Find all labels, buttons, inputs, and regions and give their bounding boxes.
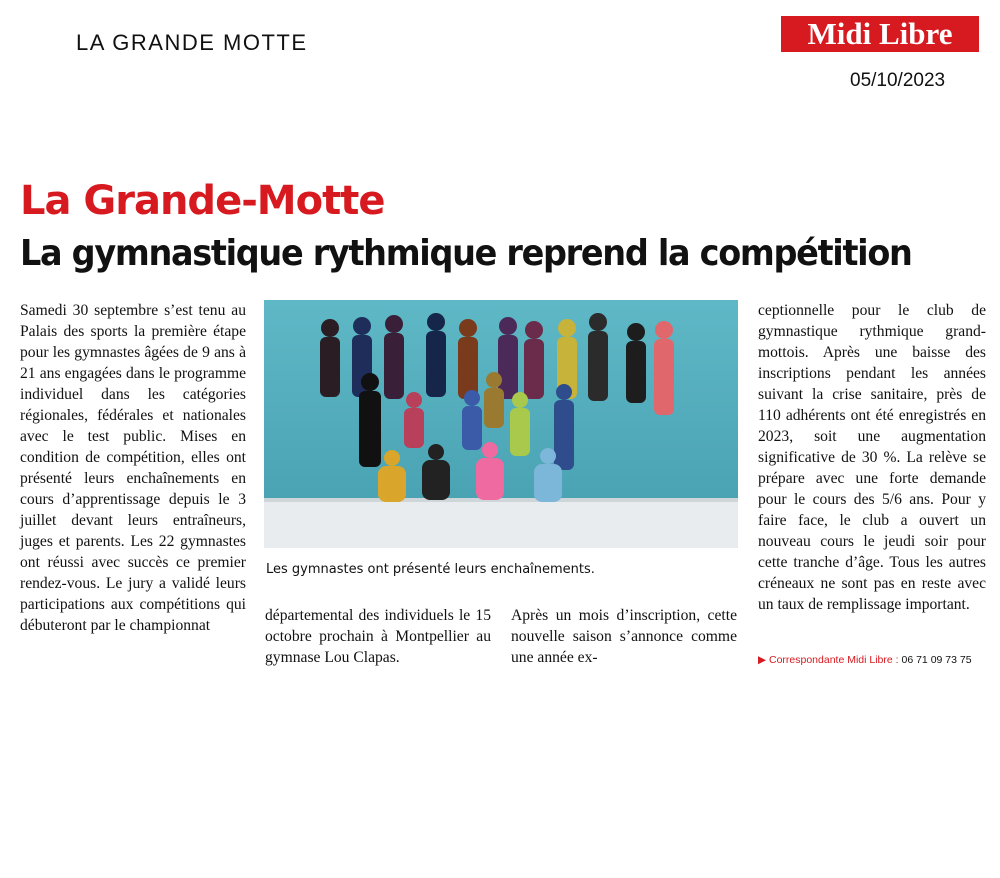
site-brand: LA GRANDE MOTTE	[76, 30, 308, 55]
gymnasts-group-photo	[264, 300, 738, 548]
paragraph: ceptionnelle pour le club de gymnastique rythmique grand-mottois. Après une baisse des inscriptions pendant les années suivant la crise sanitaire, près de 110 adhérents ont été enregistrés en 2023, soit une augmentation significative de 30 %. La relève se prépare avec une forte demande pour le cours des 5/6 ans. Pour y faire face, le club a ouvert un nouveau cours le jeudi soir pour cette tranche d’âge. Tous les autres créneaux ne sont pas en reste avec un taux de remplissage important.	[758, 302, 986, 613]
article-column-1	[20, 300, 246, 636]
credit-phone: 06 71 09 73 75	[901, 654, 972, 666]
paragraph: Après un mois d’inscription, cette nouvelle saison s’annonce comme une année ex-	[511, 607, 737, 666]
article-column-2	[265, 605, 491, 668]
article-kicker: La Grande-Motte	[20, 178, 385, 224]
arrow-icon: ▶	[758, 654, 767, 666]
article-photo	[264, 300, 738, 548]
credit-label: Correspondante Midi Libre :	[769, 654, 899, 666]
photo-caption: Les gymnastes ont présenté leurs enchaînements.	[266, 562, 595, 577]
article-headline: La gymnastique rythmique reprend la compétition	[20, 233, 912, 274]
publication-date: 05/10/2023	[850, 70, 946, 91]
article-column-4	[758, 300, 986, 615]
paragraph: Samedi 30 septembre s’est tenu au Palais des sports la première étape pour les gymnastes âgées de 9 ans à 21 ans engagées dans le programme individuel dans les catégories régionales, fédérales et nationales avec le test public. Mises en condition de compétition, elles ont présenté leurs enchaînements en cours d’apprentissage depuis le 3 juillet devant leurs entraîneurs, juges et parents. Les 22 gymnastes ont réussi avec succès ce premier rendez-vous. Le jury a validé leurs participations aux compétitions qui débuteront par le championnat	[20, 302, 246, 634]
newspaper-logo: Midi Libre	[781, 16, 979, 52]
article-column-3	[511, 605, 737, 668]
paragraph: départemental des individuels le 15 octobre prochain à Montpellier au gymnase Lou Clapas.	[265, 607, 491, 666]
correspondent-credit	[758, 654, 972, 666]
